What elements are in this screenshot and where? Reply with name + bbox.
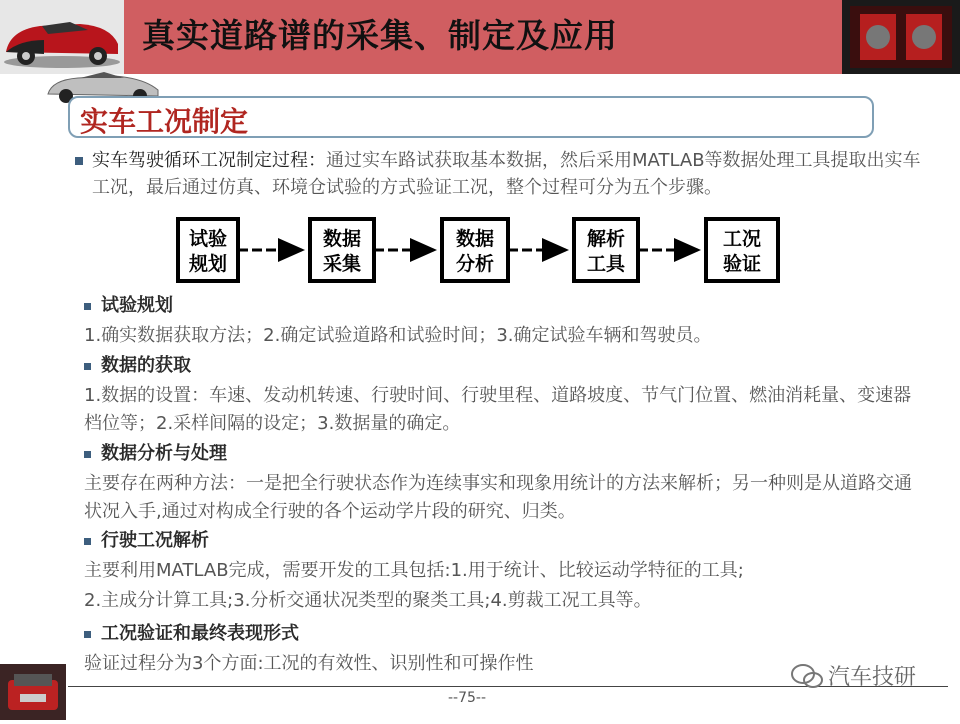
flow-step-line2: 工具 [586, 253, 626, 275]
flow-step-line2: 分析 [455, 253, 495, 275]
flow-step-line1: 数据 [322, 228, 362, 250]
flow-step-1 [178, 219, 238, 281]
square-bullet-icon [84, 303, 91, 310]
flow-step-line1: 数据 [455, 228, 495, 250]
flow-step-2 [310, 219, 374, 281]
heading-text: 试验规划 [101, 295, 173, 316]
subsection-body-continued: 2.主成分计算工具;3.分析交通状况类型的聚类工具;4.剪裁工况工具等。 [84, 590, 652, 611]
square-bullet-icon [84, 451, 91, 458]
flow-step-line1: 工况 [722, 228, 762, 250]
subsection-heading [84, 292, 914, 320]
subsection-heading [84, 620, 914, 648]
heading-text: 工况验证和最终表现形式 [101, 623, 299, 644]
subsection-body: 1.确实数据获取方法；2.确定试验道路和试验时间；3.确定试验车辆和驾驶员。 [84, 325, 712, 346]
subsection-body: 验证过程分为3个方面:工况的有效性、识别性和可操作性 [84, 653, 534, 674]
engine-illustration [842, 0, 960, 74]
square-bullet-icon [84, 538, 91, 545]
engine-image-right [842, 0, 960, 74]
flow-step-3 [442, 219, 508, 281]
flow-step-line2: 采集 [322, 253, 362, 275]
subsection-body: 1.数据的设置：车速、发动机转速、行驶时间、行驶里程、道路坡度、节气门位置、燃油消耗量、变速器档位等；2.采样间隔的设定；3.数据量的确定。 [84, 385, 912, 434]
flow-step-5 [706, 219, 778, 281]
subsection-parsing [84, 527, 914, 615]
subsection-body: 主要利用MATLAB完成，需要开发的工具包括:1.用于统计、比较运动学特征的工具; [84, 560, 744, 581]
footer-car-image [0, 664, 66, 720]
square-bullet-icon [84, 363, 91, 370]
square-bullet-icon [75, 157, 83, 165]
flow-step-line1: 试验 [188, 228, 228, 250]
flow-step-line2: 规划 [188, 253, 228, 275]
intro-text: 通过实车路试获取基本数据，然后采用MATLAB等数据处理工具提取出实车工况，最后通过仿真、环境仓试验的方式验证工况，整个过程可分为五个步骤。 [92, 150, 921, 198]
heading-text: 行驶工况解析 [101, 530, 209, 551]
red-car-illustration [0, 0, 124, 74]
intro-paragraph [92, 147, 937, 201]
subsection-body: 主要存在两种方法：一是把全行驶状态作为连续事实和现象用统计的方法来解析；另一种则是从道路交通状况入手,通过对构成全行驶的各个运动学片段的研究、归类。 [84, 473, 912, 522]
flow-step-4 [574, 219, 638, 281]
truck-illustration [0, 664, 66, 720]
process-flow-diagram [160, 212, 800, 288]
heading-text: 数据的获取 [101, 355, 191, 376]
section-title: 实车工况制定 [80, 105, 249, 138]
watermark-text: 汽车技研 [828, 665, 917, 690]
square-bullet-icon [84, 631, 91, 638]
subsection-plan [84, 292, 914, 350]
car-image-left [0, 0, 124, 74]
subsection-acquisition [84, 352, 914, 438]
subsection-analysis [84, 440, 914, 526]
intro-lead: 实车驾驶循环工况制定过程： [92, 150, 326, 171]
subsection-heading [84, 527, 914, 555]
page-number: --75-- [448, 690, 487, 706]
subsection-heading [84, 440, 914, 468]
watermark [790, 660, 916, 691]
heading-text: 数据分析与处理 [101, 443, 227, 464]
wechat-icon [790, 663, 824, 689]
subsection-heading [84, 352, 914, 380]
flow-step-line2: 验证 [722, 253, 762, 275]
flow-step-line1: 解析 [586, 228, 626, 250]
slide-title: 真实道路谱的采集、制定及应用 [142, 16, 618, 55]
